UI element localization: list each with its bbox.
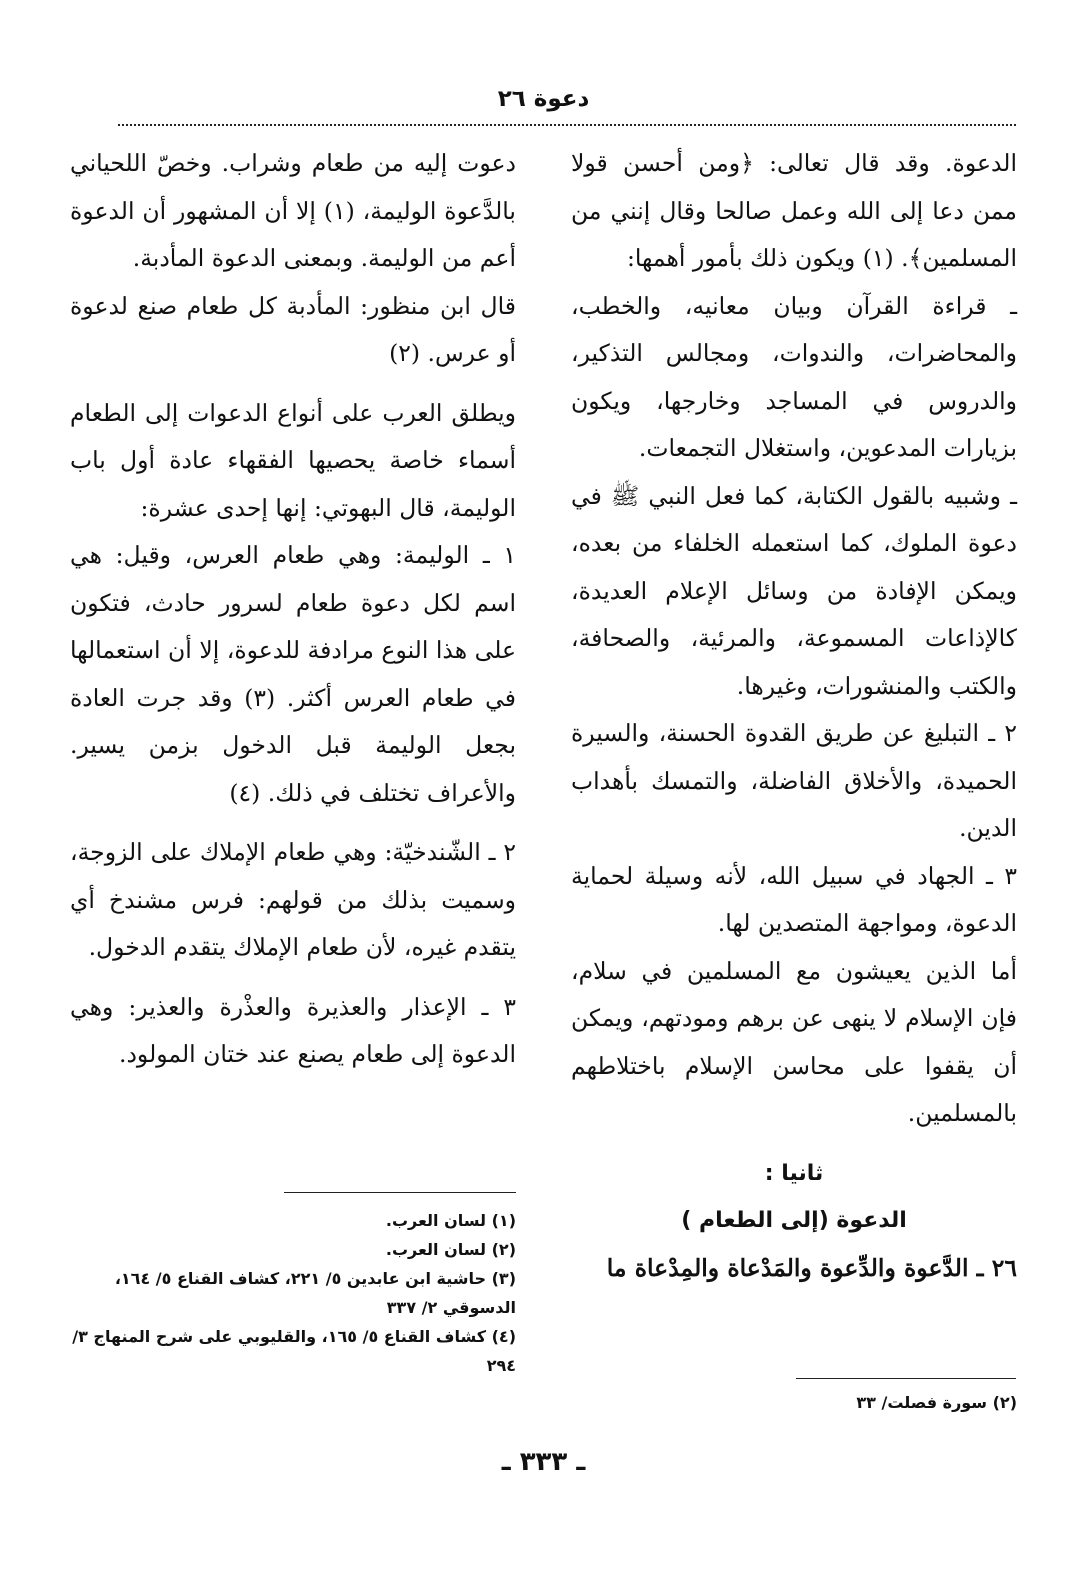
footnote: (٣) حاشية ابن عابدين ٥/ ٢٢١، كشاف القناع ٥/ ١٦٤، الدسوقي ٢/ ٣٣٧ xyxy=(114,1269,516,1317)
paragraph: ـ وشبيه بالقول الكتابة، كما فعل النبي ﷺ في دعوة الملوك، كما استعمله الخلفاء من بعده، ويمكن الإفادة من وسائل الإعلام العديدة، كالإذاعات المسموعة، والمرئية، والصحافة، والكتب والمنشورات، وغيرها. xyxy=(571,481,1017,700)
footnote: (٢) سورة فصلت/ ٣٣ xyxy=(856,1393,1017,1412)
paragraph: قال ابن منظور: المأدبة كل طعام صنع لدعوة أو عرس. (٢) xyxy=(70,291,516,367)
paragraph: ويطلق العرب على أنواع الدعوات إلى الطعام أسماء خاصة يحصيها الفقهاء عادة أول باب الوليمة، قال البهوتي: إنها إحدى عشرة: xyxy=(70,398,516,522)
paragraph: ٣ ـ الجهاد في سبيل الله، لأنه وسيلة لحماية الدعوة، ومواجهة المتصدين لها. xyxy=(571,861,1017,937)
footnote-divider xyxy=(796,1378,1016,1379)
footnote-divider xyxy=(284,1192,516,1193)
paragraph: ١ ـ الوليمة: وهي طعام العرس، وقيل: هي اسم لكل دعوة طعام لسرور حادث، فتكون على هذا النوع مرادفة للدعوة، إلا أن استعمالها في طعام العرس أكثر. (٣) وقد جرت العادة بجعل الوليمة قبل الدخول بزمن يسير. والأعراف تختلف في ذلك. (٤) xyxy=(70,541,517,807)
page-number-text: ـ ٣٣٣ ـ xyxy=(501,1447,586,1477)
page-header xyxy=(0,86,1087,112)
paragraph: ٣ ـ الإعذار والعذيرة والعذْرة والعذير: وهي الدعوة إلى طعام يصنع عند ختان المولود. xyxy=(70,992,516,1068)
page-header-title: دعوة ٢٦ xyxy=(497,86,590,112)
paragraph: ٢ ـ التبليغ عن طريق القدوة الحسنة، والسيرة الحميدة، والأخلاق الفاضلة، والتمسك بأهداب الدين. xyxy=(571,719,1017,842)
footnote: (٢) لسان العرب. xyxy=(385,1240,516,1259)
page-number xyxy=(0,1447,1087,1477)
header-divider xyxy=(118,124,1016,126)
paragraph: ٢ ـ الشّندخيّة: وهي طعام الإملاك على الزوجة، وسميت بذلك من قولهم: فرس مشندخ أي يتقدم غيره، لأن طعام الإملاك يتقدم الدخول. xyxy=(70,838,516,961)
left-footnotes xyxy=(70,1206,516,1380)
paragraph: الدعوة. وقد قال تعالى: ﴿ومن أحسن قولا ممن دعا إلى الله وعمل صالحا وقال إنني من المسلمين﴾. (١) ويكون ذلك بأمور أهمها: xyxy=(571,149,1017,272)
left-column xyxy=(70,140,516,1079)
right-column xyxy=(571,140,1017,1292)
paragraph: ـ قراءة القرآن وبيان معانيه، والخطب، والمحاضرات، والندوات، ومجالس التذكير، والدروس في المساجد وخارجها، ويكون بزيارات المدعوين، واستغلال التجمعات. xyxy=(571,291,1017,462)
paragraph: أما الذين يعيشون مع المسلمين في سلام، فإن الإسلام لا ينهى عن برهم ومودتهم، ويمكن أن يقفوا على محاسن الإسلام باختلاطهم بالمسلمين. xyxy=(571,956,1017,1127)
paragraph: دعوت إليه من طعام وشراب. وخصّ اللحياني بالدَّعوة الوليمة، (١) إلا أن المشهور أن الدعوة أعم من الوليمة. وبمعنى الدعوة المأدبة. xyxy=(70,149,516,272)
entry-start: ٢٦ ـ الدَّعوة والدِّعوة والمَدْعاة والمِدْعاة ما xyxy=(606,1253,1017,1282)
footnote: (١) لسان العرب. xyxy=(385,1211,516,1230)
right-footnotes xyxy=(577,1388,1017,1417)
section-title: الدعوة (إلى الطعام ) xyxy=(681,1208,907,1233)
footnote: (٤) كشاف القناع ٥/ ١٦٥، والقليوبي على شرح المنهاج ٣/ ٢٩٤ xyxy=(72,1327,516,1375)
section-label: ثانيا : xyxy=(764,1160,824,1186)
